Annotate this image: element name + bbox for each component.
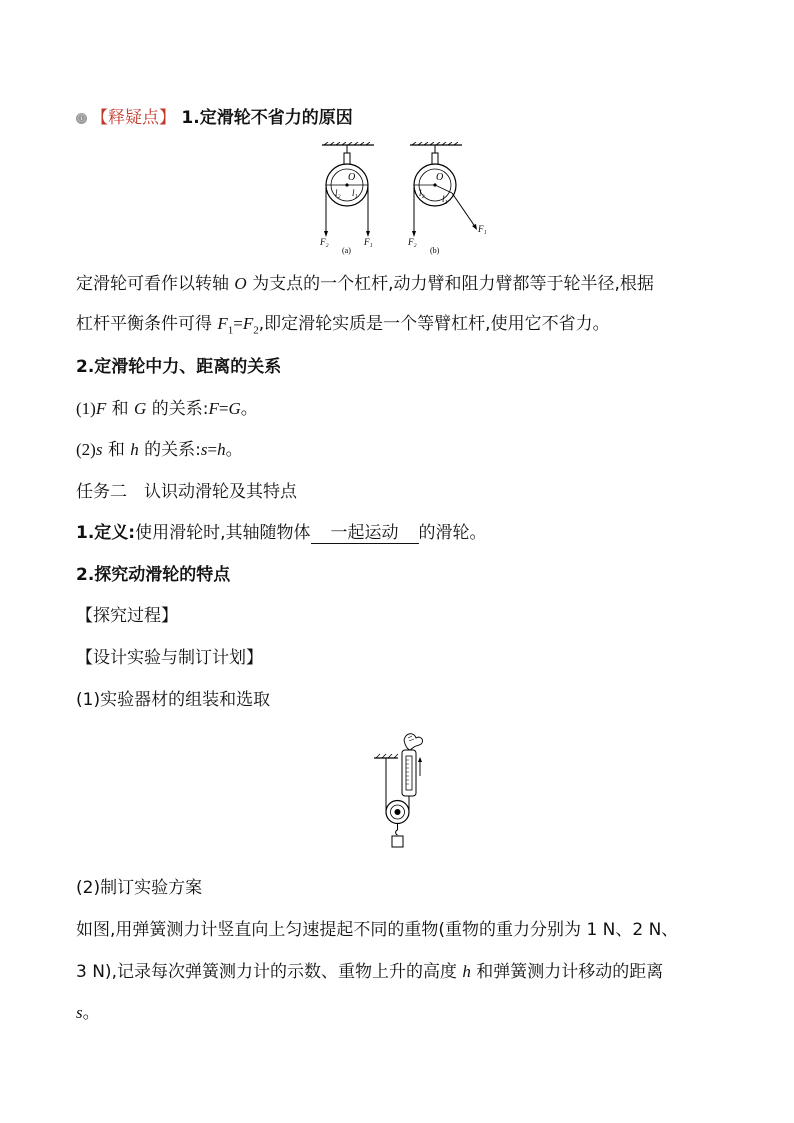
- equals: =: [233, 314, 243, 333]
- symbol: h: [217, 440, 226, 459]
- text: 。: [82, 1003, 100, 1023]
- explore-heading: 2.探究动滑轮的特点: [76, 565, 231, 585]
- caption-b: (b): [430, 246, 440, 255]
- info-icon: ⓘ: [77, 114, 86, 123]
- pivot-symbol: O: [234, 274, 247, 293]
- height-symbol: h: [462, 962, 471, 981]
- subscript: 2: [253, 324, 259, 337]
- paragraph-2-line-1: 如图,用弹簧测力计竖直向上匀速提起不同的重物(重物的重力分别为 1 N、2 N、: [76, 920, 679, 940]
- l1-label-a: l₁: [352, 188, 358, 198]
- symbol: G: [228, 399, 241, 418]
- paragraph-2-line-3: [76, 1001, 100, 1025]
- text: 的滑轮。: [418, 523, 487, 543]
- fixed-pulley-figure: [318, 142, 518, 258]
- paragraph-1-line-1: [76, 272, 654, 296]
- symbol: s: [200, 440, 208, 459]
- force-symbol: F: [242, 314, 254, 333]
- item-number: (1): [76, 399, 96, 418]
- text: 的关系:: [138, 440, 201, 460]
- equals: =: [207, 440, 218, 459]
- step-1: (1)实验器材的组装和选取: [76, 690, 271, 710]
- task-2-heading: 任务二 认识动滑轮及其特点: [76, 482, 297, 502]
- pivot-label-a: O: [348, 172, 356, 183]
- l2-label-b: l₂: [419, 188, 425, 198]
- symbol: s: [95, 440, 103, 459]
- tag-label: 【释疑点】: [91, 108, 176, 128]
- f2-label-a: F₂: [320, 237, 329, 247]
- f1-label-b: F₁: [478, 224, 487, 234]
- text: 为支点的一个杠杆,动力臂和阻力臂都等于轮半径,根据: [246, 274, 654, 294]
- force-symbol: F: [217, 314, 228, 333]
- l2-label-a: l₂: [335, 188, 341, 198]
- symbol: G: [134, 399, 147, 418]
- text: 。: [240, 399, 258, 419]
- step-2: (2)制订实验方案: [76, 878, 203, 898]
- definition-label: 1.定义:: [76, 523, 136, 543]
- text: 使用滑轮时,其轴随物体: [135, 523, 311, 543]
- f1-label-a: F₁: [364, 237, 373, 247]
- paragraph-2-line-2: [76, 960, 663, 984]
- paragraph-1-line-2: [76, 312, 610, 342]
- text: 和弹簧测力计移动的距离: [470, 962, 664, 982]
- answer-blank: 一起运动: [311, 523, 419, 544]
- text: 的关系:: [146, 399, 209, 419]
- design-label: 【设计实验与制订计划】: [76, 648, 263, 668]
- symbol: F: [208, 399, 219, 418]
- movable-pulley-figure: [372, 730, 434, 850]
- f2-label-b: F₂: [408, 237, 417, 247]
- relation-2: [76, 438, 243, 462]
- process-label: 【探究过程】: [76, 606, 178, 626]
- l1-label-b: l₁: [442, 194, 448, 204]
- distance-symbol: s: [76, 1003, 83, 1022]
- text: 和: [106, 399, 135, 419]
- text: 定滑轮可看作以转轴: [76, 274, 235, 294]
- pivot-label-b: O: [436, 172, 444, 183]
- section-heading-1: [76, 106, 353, 130]
- subscript: 1: [227, 324, 234, 337]
- item-number: (2): [76, 440, 96, 459]
- text: 。: [225, 440, 243, 460]
- figure-b: [407, 142, 487, 255]
- text: 杠杆平衡条件可得: [76, 314, 218, 334]
- symbol: h: [130, 440, 139, 459]
- section-title: 1.定滑轮不省力的原因: [181, 108, 353, 128]
- figure-a: [319, 142, 374, 255]
- symbol: F: [95, 399, 107, 418]
- definition: [76, 521, 487, 545]
- text: 和: [102, 440, 131, 460]
- relation-1: [76, 397, 258, 421]
- equals: =: [218, 399, 229, 418]
- text: 3 N),记录每次弹簧测力计的示数、重物上升的高度: [76, 962, 463, 982]
- section-heading-2: 2.定滑轮中力、距离的关系: [76, 357, 282, 377]
- text: ,即定滑轮实质是一个等臂杠杆,使用它不省力。: [258, 314, 610, 334]
- caption-a: (a): [342, 246, 351, 255]
